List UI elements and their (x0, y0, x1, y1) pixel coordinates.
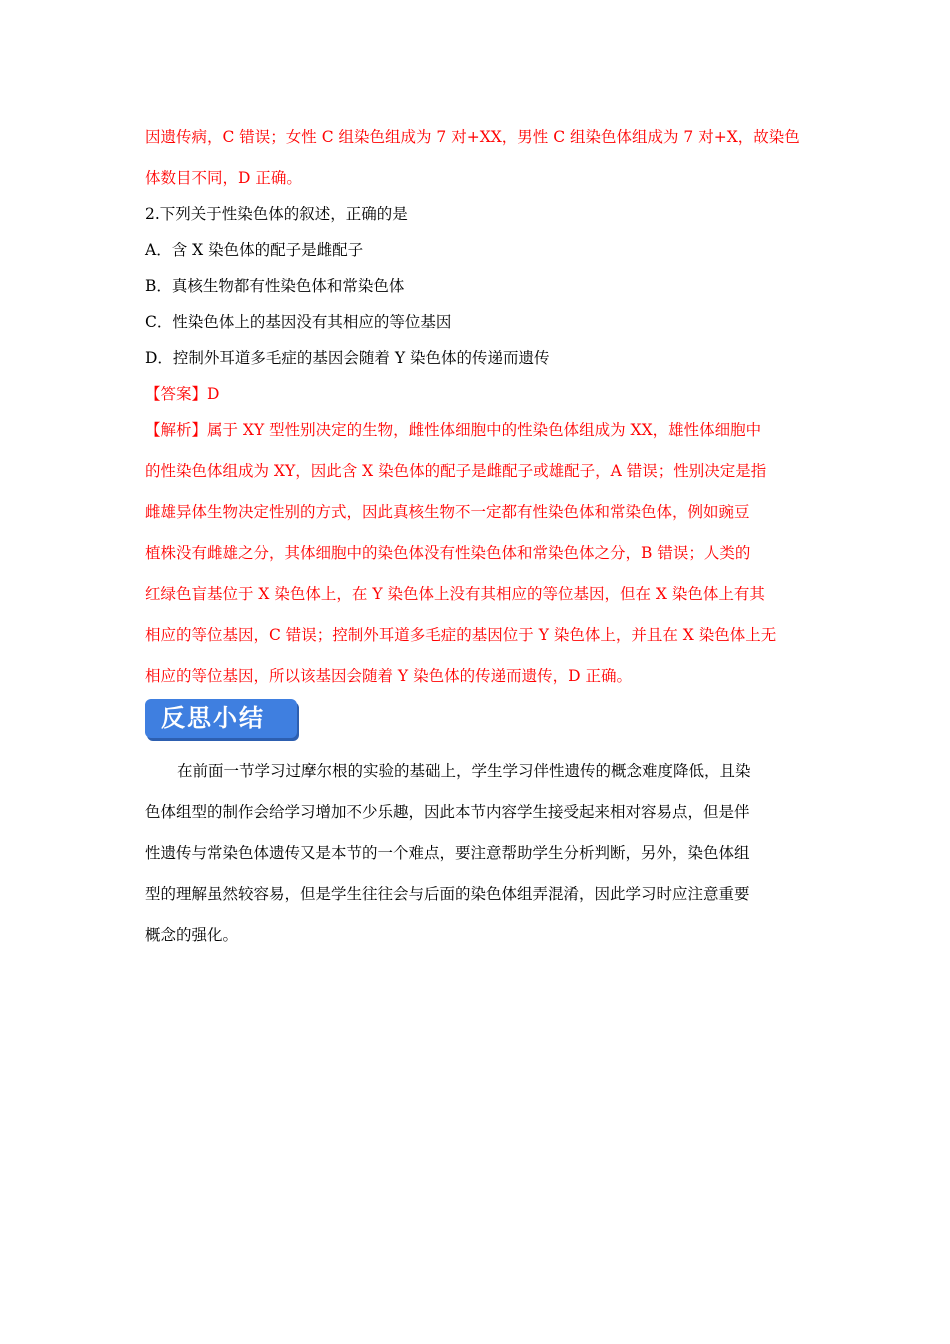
reflection-line-4: 型的理解虽然较容易，但是学生往往会与后面的染色体组弄混淆，因此学习时应注意重要 (145, 885, 750, 903)
reflection-line-2: 色体组型的制作会给学习增加不少乐趣，因此本节内容学生接受起来相对容易点，但是伴 (145, 803, 750, 821)
reflection-line-1: 在前面一节学习过摩尔根的实验的基础上，学生学习伴性遗传的概念难度降低，且染 (177, 762, 751, 780)
analysis-line-7: 相应的等位基因，所以该基因会随着 Y 染色体的传递而遗传，D 正确。 (145, 667, 632, 685)
option-a: A．含 X 染色体的配子是雌配子 (145, 241, 364, 259)
analysis-line-3: 雌雄异体生物决定性别的方式，因此真核生物不一定都有性染色体和常染色体，例如豌豆 (145, 503, 750, 521)
question-stem: 2.下列关于性染色体的叙述，正确的是 (145, 205, 408, 223)
reflection-line-5: 概念的强化。 (145, 926, 239, 944)
explanation-continued-line-1: 因遗传病，C 错误；女性 C 组染色组成为 7 对+XX，男性 C 组染色体组成为 7 对+X，故染色 (145, 128, 800, 146)
banner-title: 反思小结 (161, 704, 265, 732)
analysis-line-1: 【解析】属于 XY 型性别决定的生物，雌性体细胞中的性染色体组成为 XX，雄性体细胞中 (145, 421, 762, 439)
option-d: D．控制外耳道多毛症的基因会随着 Y 染色体的传递而遗传 (145, 349, 550, 367)
option-c: C．性染色体上的基因没有其相应的等位基因 (145, 313, 452, 331)
analysis-line-2: 的性染色体组成为 XY，因此含 X 染色体的配子是雌配子或雄配子，A 错误；性别决定是指 (145, 462, 767, 480)
reflection-line-3: 性遗传与常染色体遗传又是本节的一个难点，要注意帮助学生分析判断，另外，染色体组 (145, 844, 750, 862)
analysis-line-5: 红绿色盲基位于 X 染色体上，在 Y 染色体上没有其相应的等位基因，但在 X 染色体上有其 (145, 585, 765, 603)
option-b: B．真核生物都有性染色体和常染色体 (145, 277, 405, 295)
explanation-continued-line-2: 体数目不同，D 正确。 (145, 169, 302, 187)
analysis-line-4: 植株没有雌雄之分，其体细胞中的染色体没有性染色体和常染色体之分，B 错误；人类的 (145, 544, 751, 562)
reflection-summary-banner (145, 699, 297, 738)
analysis-line-6: 相应的等位基因，C 错误；控制外耳道多毛症的基因位于 Y 染色体上，并且在 X 染色体上无 (145, 626, 777, 644)
answer-line: 【答案】D (145, 385, 220, 403)
